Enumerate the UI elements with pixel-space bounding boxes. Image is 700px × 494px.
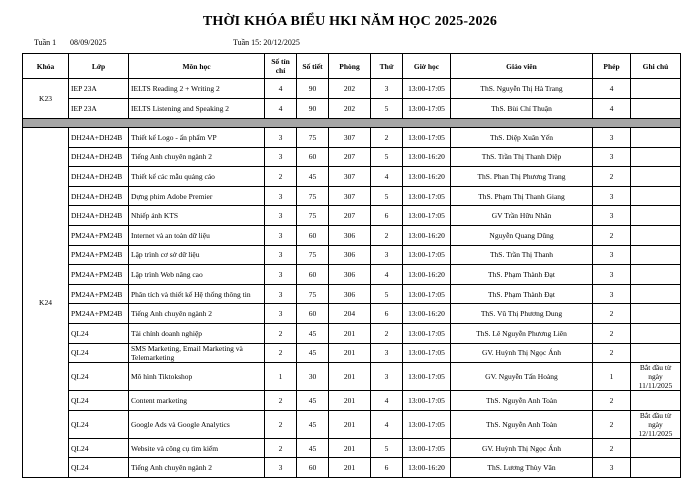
class-cell: QL24 bbox=[69, 438, 129, 458]
note-cell: Bắt đầu từ ngày 11/11/2025 bbox=[631, 363, 681, 391]
periods-cell: 45 bbox=[297, 167, 329, 187]
credits-cell: 3 bbox=[265, 186, 297, 206]
class-cell: DH24A+DH24B bbox=[69, 186, 129, 206]
note-cell bbox=[631, 438, 681, 458]
timetable bbox=[22, 53, 681, 478]
header-mon-hoc: Môn học bbox=[129, 54, 265, 79]
credits-cell: 2 bbox=[265, 167, 297, 187]
room-cell: 201 bbox=[329, 363, 371, 391]
time-cell: 13:00-17:05 bbox=[403, 245, 451, 265]
weekday-cell: 3 bbox=[371, 343, 403, 363]
weekday-cell: 2 bbox=[371, 225, 403, 245]
table-row bbox=[23, 186, 681, 206]
table-row bbox=[23, 147, 681, 167]
note-cell bbox=[631, 147, 681, 167]
teacher-cell: GV Trần Hữu Nhân bbox=[451, 206, 593, 226]
room-cell: 201 bbox=[329, 458, 371, 478]
room-cell: 204 bbox=[329, 304, 371, 324]
table-row bbox=[23, 79, 681, 99]
week-label: Tuần 1 bbox=[34, 38, 57, 47]
class-cell: DH24A+DH24B bbox=[69, 167, 129, 187]
periods-cell: 60 bbox=[297, 458, 329, 478]
absence-cell: 1 bbox=[593, 363, 631, 391]
class-cell: QL24 bbox=[69, 343, 129, 363]
class-cell: PM24A+PM24B bbox=[69, 225, 129, 245]
note-cell bbox=[631, 323, 681, 343]
room-cell: 202 bbox=[329, 99, 371, 119]
credits-cell: 2 bbox=[265, 410, 297, 438]
subject-cell: Lập trình Web nâng cao bbox=[129, 265, 265, 285]
table-row bbox=[23, 128, 681, 148]
teacher-cell: ThS. Trần Thị Thanh bbox=[451, 245, 593, 265]
header-so-tiet: Số tiết bbox=[297, 54, 329, 79]
credits-cell: 2 bbox=[265, 391, 297, 411]
teacher-cell: GV. Huỳnh Thị Ngọc Ánh bbox=[451, 438, 593, 458]
table-row bbox=[23, 363, 681, 391]
header-phep: Phép bbox=[593, 54, 631, 79]
time-cell: 13:00-17:05 bbox=[403, 323, 451, 343]
periods-cell: 75 bbox=[297, 128, 329, 148]
weekday-cell: 5 bbox=[371, 284, 403, 304]
room-cell: 207 bbox=[329, 206, 371, 226]
credits-cell: 3 bbox=[265, 284, 297, 304]
credits-cell: 3 bbox=[265, 245, 297, 265]
subject-cell: Tài chính doanh nghiệp bbox=[129, 323, 265, 343]
periods-cell: 45 bbox=[297, 410, 329, 438]
note-cell bbox=[631, 343, 681, 363]
table-row bbox=[23, 304, 681, 324]
periods-cell: 90 bbox=[297, 79, 329, 99]
table-row bbox=[23, 99, 681, 119]
header-khoa: Khóa bbox=[23, 54, 69, 79]
absence-cell: 3 bbox=[593, 245, 631, 265]
absence-cell: 3 bbox=[593, 265, 631, 285]
time-cell: 13:00-16:20 bbox=[403, 167, 451, 187]
absence-cell: 3 bbox=[593, 128, 631, 148]
time-cell: 13:00-17:05 bbox=[403, 391, 451, 411]
weekday-cell: 4 bbox=[371, 167, 403, 187]
credits-cell: 3 bbox=[265, 225, 297, 245]
credits-cell: 2 bbox=[265, 343, 297, 363]
time-cell: 13:00-17:05 bbox=[403, 128, 451, 148]
khoa-cell: K24 bbox=[23, 128, 69, 478]
subject-cell: Thiết kế Logo - ấn phẩm VP bbox=[129, 128, 265, 148]
class-cell: PM24A+PM24B bbox=[69, 245, 129, 265]
table-row bbox=[23, 343, 681, 363]
room-cell: 306 bbox=[329, 284, 371, 304]
note-cell bbox=[631, 245, 681, 265]
time-cell: 13:00-16:20 bbox=[403, 304, 451, 324]
subject-cell: Tiếng Anh chuyên ngành 2 bbox=[129, 304, 265, 324]
weekday-cell: 3 bbox=[371, 363, 403, 391]
room-cell: 306 bbox=[329, 245, 371, 265]
table-row bbox=[23, 167, 681, 187]
time-cell: 13:00-16:20 bbox=[403, 458, 451, 478]
table-row bbox=[23, 225, 681, 245]
time-cell: 13:00-16:20 bbox=[403, 265, 451, 285]
periods-cell: 90 bbox=[297, 99, 329, 119]
subject-cell: Internet và an toàn dữ liệu bbox=[129, 225, 265, 245]
teacher-cell: ThS. Phạm Thành Đạt bbox=[451, 265, 593, 285]
periods-cell: 60 bbox=[297, 225, 329, 245]
weekday-cell: 3 bbox=[371, 79, 403, 99]
subject-cell: Mô hình Tiktokshop bbox=[129, 363, 265, 391]
room-cell: 306 bbox=[329, 265, 371, 285]
periods-cell: 45 bbox=[297, 438, 329, 458]
end-week-label: Tuần 15: 20/12/2025 bbox=[233, 38, 300, 47]
subject-cell: Content marketing bbox=[129, 391, 265, 411]
absence-cell: 2 bbox=[593, 438, 631, 458]
teacher-cell: GV. Nguyễn Tấn Hoàng bbox=[451, 363, 593, 391]
class-cell: IEP 23A bbox=[69, 99, 129, 119]
absence-cell: 3 bbox=[593, 186, 631, 206]
absence-cell: 4 bbox=[593, 99, 631, 119]
teacher-cell: ThS. Diệp Xuân Yến bbox=[451, 128, 593, 148]
absence-cell: 2 bbox=[593, 391, 631, 411]
subject-cell: IELTS Reading 2 + Writing 2 bbox=[129, 79, 265, 99]
periods-cell: 75 bbox=[297, 206, 329, 226]
timetable-body bbox=[23, 79, 681, 478]
note-cell bbox=[631, 167, 681, 187]
room-cell: 201 bbox=[329, 323, 371, 343]
teacher-cell: ThS. Vũ Thị Phương Dung bbox=[451, 304, 593, 324]
time-cell: 13:00-17:05 bbox=[403, 79, 451, 99]
teacher-cell: ThS. Phạm Thị Thanh Giang bbox=[451, 186, 593, 206]
table-row bbox=[23, 391, 681, 411]
periods-cell: 60 bbox=[297, 147, 329, 167]
time-cell: 13:00-17:05 bbox=[403, 206, 451, 226]
class-cell: QL24 bbox=[69, 410, 129, 438]
note-cell bbox=[631, 99, 681, 119]
class-cell: QL24 bbox=[69, 391, 129, 411]
header-ghi-chu: Ghi chú bbox=[631, 54, 681, 79]
class-cell: QL24 bbox=[69, 363, 129, 391]
teacher-cell: ThS. Nguyễn Anh Toàn bbox=[451, 410, 593, 438]
room-cell: 201 bbox=[329, 438, 371, 458]
weekday-cell: 5 bbox=[371, 147, 403, 167]
note-cell bbox=[631, 206, 681, 226]
subject-cell: Website và công cụ tìm kiếm bbox=[129, 438, 265, 458]
time-cell: 13:00-16:20 bbox=[403, 225, 451, 245]
page-title: THỜI KHÓA BIỂU HKI NĂM HỌC 2025-2026 bbox=[202, 14, 498, 29]
subject-cell: Tiếng Anh chuyên ngành 2 bbox=[129, 458, 265, 478]
subject-cell: Tiếng Anh chuyên ngành 2 bbox=[129, 147, 265, 167]
weekday-cell: 4 bbox=[371, 265, 403, 285]
header-lop: Lớp bbox=[69, 54, 129, 79]
class-cell: PM24A+PM24B bbox=[69, 284, 129, 304]
teacher-cell: ThS. Nguyễn Thị Hà Trang bbox=[451, 79, 593, 99]
absence-cell: 4 bbox=[593, 79, 631, 99]
table-row bbox=[23, 284, 681, 304]
periods-cell: 75 bbox=[297, 245, 329, 265]
header-phong: Phòng bbox=[329, 54, 371, 79]
subject-cell: SMS Marketing, Email Marketing và Telemarketing bbox=[129, 343, 265, 363]
room-cell: 201 bbox=[329, 410, 371, 438]
note-cell bbox=[631, 458, 681, 478]
table-row bbox=[23, 323, 681, 343]
class-cell: PM24A+PM24B bbox=[69, 265, 129, 285]
note-cell bbox=[631, 265, 681, 285]
weekday-cell: 3 bbox=[371, 245, 403, 265]
teacher-cell: ThS. Lương Thùy Vân bbox=[451, 458, 593, 478]
teacher-cell: ThS. Trần Thị Thanh Diệp bbox=[451, 147, 593, 167]
header-row bbox=[23, 54, 681, 79]
credits-cell: 3 bbox=[265, 206, 297, 226]
separator-cell bbox=[23, 119, 681, 128]
subject-cell: Google Ads và Google Analytics bbox=[129, 410, 265, 438]
credits-cell: 4 bbox=[265, 79, 297, 99]
weekday-cell: 2 bbox=[371, 128, 403, 148]
table-row bbox=[23, 438, 681, 458]
periods-cell: 60 bbox=[297, 265, 329, 285]
weekday-cell: 5 bbox=[371, 438, 403, 458]
note-cell bbox=[631, 225, 681, 245]
absence-cell: 2 bbox=[593, 323, 631, 343]
table-row bbox=[23, 245, 681, 265]
class-cell: DH24A+DH24B bbox=[69, 147, 129, 167]
room-cell: 202 bbox=[329, 79, 371, 99]
room-cell: 207 bbox=[329, 147, 371, 167]
absence-cell: 2 bbox=[593, 167, 631, 187]
absence-cell: 3 bbox=[593, 458, 631, 478]
weekday-cell: 2 bbox=[371, 323, 403, 343]
room-cell: 307 bbox=[329, 128, 371, 148]
absence-cell: 3 bbox=[593, 206, 631, 226]
table-row bbox=[23, 206, 681, 226]
teacher-cell: ThS. Phan Thị Phương Trang bbox=[451, 167, 593, 187]
weekday-cell: 4 bbox=[371, 391, 403, 411]
teacher-cell: ThS. Bùi Chí Thuận bbox=[451, 99, 593, 119]
table-row bbox=[23, 458, 681, 478]
class-cell: QL24 bbox=[69, 458, 129, 478]
class-cell: DH24A+DH24B bbox=[69, 206, 129, 226]
time-cell: 13:00-17:05 bbox=[403, 438, 451, 458]
note-cell bbox=[631, 186, 681, 206]
subject-cell: Thiết kế các mẫu quảng cáo bbox=[129, 167, 265, 187]
credits-cell: 3 bbox=[265, 265, 297, 285]
credits-cell: 3 bbox=[265, 458, 297, 478]
subject-cell: Dựng phim Adobe Premier bbox=[129, 186, 265, 206]
khoa-cell: K23 bbox=[23, 79, 69, 119]
absence-cell: 2 bbox=[593, 225, 631, 245]
credits-cell: 1 bbox=[265, 363, 297, 391]
weekday-cell: 6 bbox=[371, 206, 403, 226]
note-cell bbox=[631, 128, 681, 148]
periods-cell: 60 bbox=[297, 304, 329, 324]
weekday-cell: 4 bbox=[371, 410, 403, 438]
time-cell: 13:00-17:05 bbox=[403, 343, 451, 363]
teacher-cell: GV. Huỳnh Thị Ngọc Ánh bbox=[451, 343, 593, 363]
periods-cell: 45 bbox=[297, 391, 329, 411]
credits-cell: 4 bbox=[265, 99, 297, 119]
time-cell: 13:00-17:05 bbox=[403, 410, 451, 438]
credits-cell: 2 bbox=[265, 323, 297, 343]
credits-cell: 3 bbox=[265, 128, 297, 148]
room-cell: 306 bbox=[329, 225, 371, 245]
note-cell bbox=[631, 391, 681, 411]
periods-cell: 75 bbox=[297, 284, 329, 304]
week-date: 08/09/2025 bbox=[70, 38, 107, 47]
subject-cell: Lập trình cơ sở dữ liệu bbox=[129, 245, 265, 265]
subject-cell: IELTS Listening and Speaking 2 bbox=[129, 99, 265, 119]
absence-cell: 3 bbox=[593, 284, 631, 304]
periods-cell: 75 bbox=[297, 186, 329, 206]
class-cell: IEP 23A bbox=[69, 79, 129, 99]
note-cell bbox=[631, 284, 681, 304]
teacher-cell: ThS. Phạm Thành Đạt bbox=[451, 284, 593, 304]
room-cell: 307 bbox=[329, 167, 371, 187]
weekday-cell: 6 bbox=[371, 458, 403, 478]
header-gio-hoc: Giờ học bbox=[403, 54, 451, 79]
teacher-cell: ThS. Nguyễn Anh Toàn bbox=[451, 391, 593, 411]
credits-cell: 2 bbox=[265, 438, 297, 458]
room-cell: 201 bbox=[329, 391, 371, 411]
periods-cell: 30 bbox=[297, 363, 329, 391]
header-thu: Thứ bbox=[371, 54, 403, 79]
weekday-cell: 5 bbox=[371, 99, 403, 119]
time-cell: 13:00-17:05 bbox=[403, 363, 451, 391]
note-cell: Bắt đầu từ ngày 12/11/2025 bbox=[631, 410, 681, 438]
absence-cell: 2 bbox=[593, 343, 631, 363]
table-row bbox=[23, 410, 681, 438]
absence-cell: 3 bbox=[593, 147, 631, 167]
time-cell: 13:00-17:05 bbox=[403, 284, 451, 304]
header-giao-vien: Giáo viên bbox=[451, 54, 593, 79]
weekday-cell: 5 bbox=[371, 186, 403, 206]
credits-cell: 3 bbox=[265, 147, 297, 167]
note-cell bbox=[631, 304, 681, 324]
time-cell: 13:00-17:05 bbox=[403, 186, 451, 206]
teacher-cell: Nguyễn Quang Dũng bbox=[451, 225, 593, 245]
header-so-tin-chi: Số tín chỉ bbox=[265, 54, 297, 79]
room-cell: 307 bbox=[329, 186, 371, 206]
absence-cell: 2 bbox=[593, 410, 631, 438]
class-cell: DH24A+DH24B bbox=[69, 128, 129, 148]
table-row bbox=[23, 265, 681, 285]
periods-cell: 45 bbox=[297, 323, 329, 343]
credits-cell: 3 bbox=[265, 304, 297, 324]
time-cell: 13:00-17:05 bbox=[403, 99, 451, 119]
absence-cell: 2 bbox=[593, 304, 631, 324]
class-cell: QL24 bbox=[69, 323, 129, 343]
subject-cell: Phân tích và thiết kế Hệ thống thông tin bbox=[129, 284, 265, 304]
room-cell: 201 bbox=[329, 343, 371, 363]
time-cell: 13:00-16:20 bbox=[403, 147, 451, 167]
class-cell: PM24A+PM24B bbox=[69, 304, 129, 324]
periods-cell: 45 bbox=[297, 343, 329, 363]
weekday-cell: 6 bbox=[371, 304, 403, 324]
subject-cell: Nhiếp ảnh KTS bbox=[129, 206, 265, 226]
group-separator bbox=[23, 119, 681, 128]
teacher-cell: ThS. Lê Nguyễn Phương Liên bbox=[451, 323, 593, 343]
note-cell bbox=[631, 79, 681, 99]
